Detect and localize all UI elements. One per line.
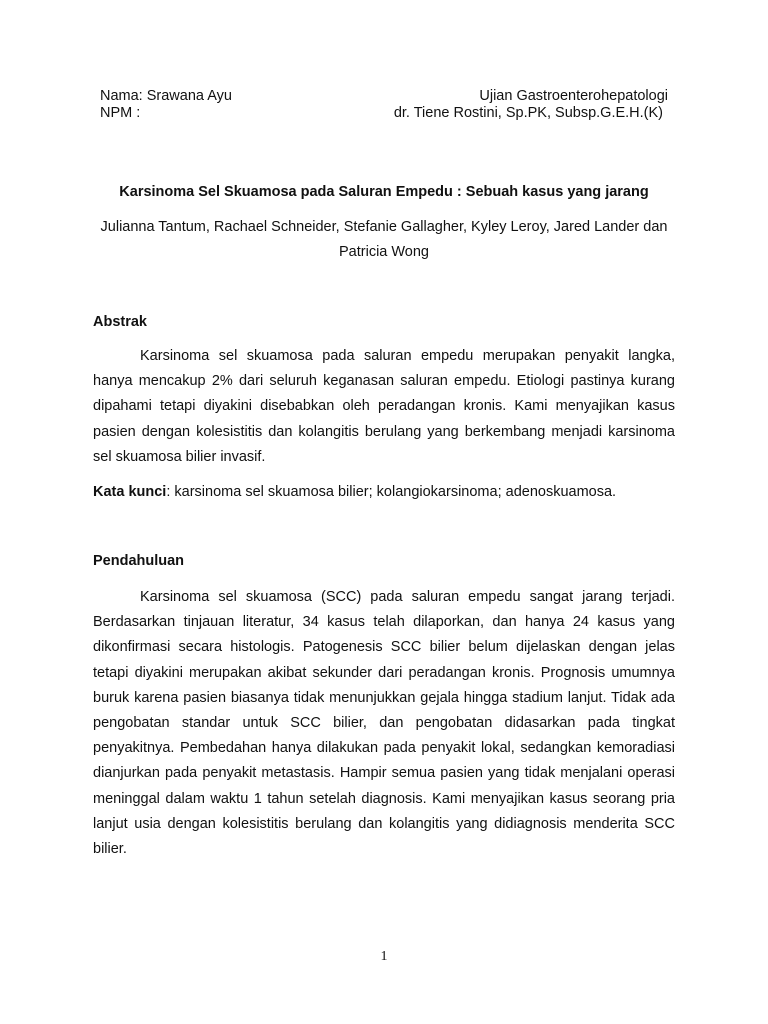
student-npm: NPM :	[100, 105, 141, 121]
exam-title: Ujian Gastroenterohepatologi	[479, 88, 668, 104]
student-name: Nama: Srawana Ayu	[100, 88, 232, 104]
examiner-name: dr. Tiene Rostini, Sp.PK, Subsp.G.E.H.(K)	[393, 105, 663, 121]
introduction-heading: Pendahuluan	[93, 553, 185, 569]
article-title: Karsinoma Sel Skuamosa pada Saluran Empedu : Sebuah kasus yang jarang	[119, 184, 649, 200]
introduction-body: Karsinoma sel skuamosa (SCC) pada saluran empedu sangat jarang terjadi. Berdasarkan tinjauan literatur, 34 kasus telah dilaporkan, dan hanya 24 kasus yang dikonfirmasi secara histologis. Patogenesis SCC bilier belum dijelaskan dengan jelas tetapi diyakini merupakan akibat sekunder dari peradangan kronis. Prognosis umumnya buruk karena pasien biasanya tidak menunjukkan gejala hingga stadium lanjut. Tidak ada pengobatan standar untuk SCC bilier, dan pengobatan didasarkan pada tingkat penyakitnya. Pembedahan hanya dilakukan pada penyakit lokal, sedangkan kemoradiasi dianjurkan pada penyakit metastasis. Hampir semua pasien yang tidak menjalani operasi meninggal dalam waktu 1 tahun setelah diagnosis. Kami menyajikan kasus seorang pria lanjut usia dengan kolesistitis berulang dan kolangitis yang didiagnosis menderita SCC bilier.	[93, 589, 675, 858]
keywords-line	[93, 481, 675, 503]
keywords-text: : karsinoma sel skuamosa bilier; kolangiokarsinoma; adenoskuamosa.	[166, 484, 617, 500]
header-row-1	[100, 87, 668, 105]
page-number: 1	[380, 949, 388, 964]
article-authors: Julianna Tantum, Rachael Schneider, Stefanie Gallagher, Kyley Leroy, Jared Lander dan Patricia Wong	[100, 219, 668, 260]
keywords-label: Kata kunci	[93, 484, 167, 500]
header-row-2	[100, 104, 668, 122]
abstract-body: Karsinoma sel skuamosa pada saluran empedu merupakan penyakit langka, hanya mencakup 2% dari seluruh keganasan saluran empedu. Etiologi pastinya kurang dipahami tetapi diyakini disebabkan oleh peradangan kronis. Kami menyajikan kasus pasien dengan kolesistitis dan kolangitis berulang yang berkembang menjadi karsinoma sel skuamosa bilier invasif.	[93, 348, 675, 465]
abstract-heading: Abstrak	[93, 314, 147, 330]
